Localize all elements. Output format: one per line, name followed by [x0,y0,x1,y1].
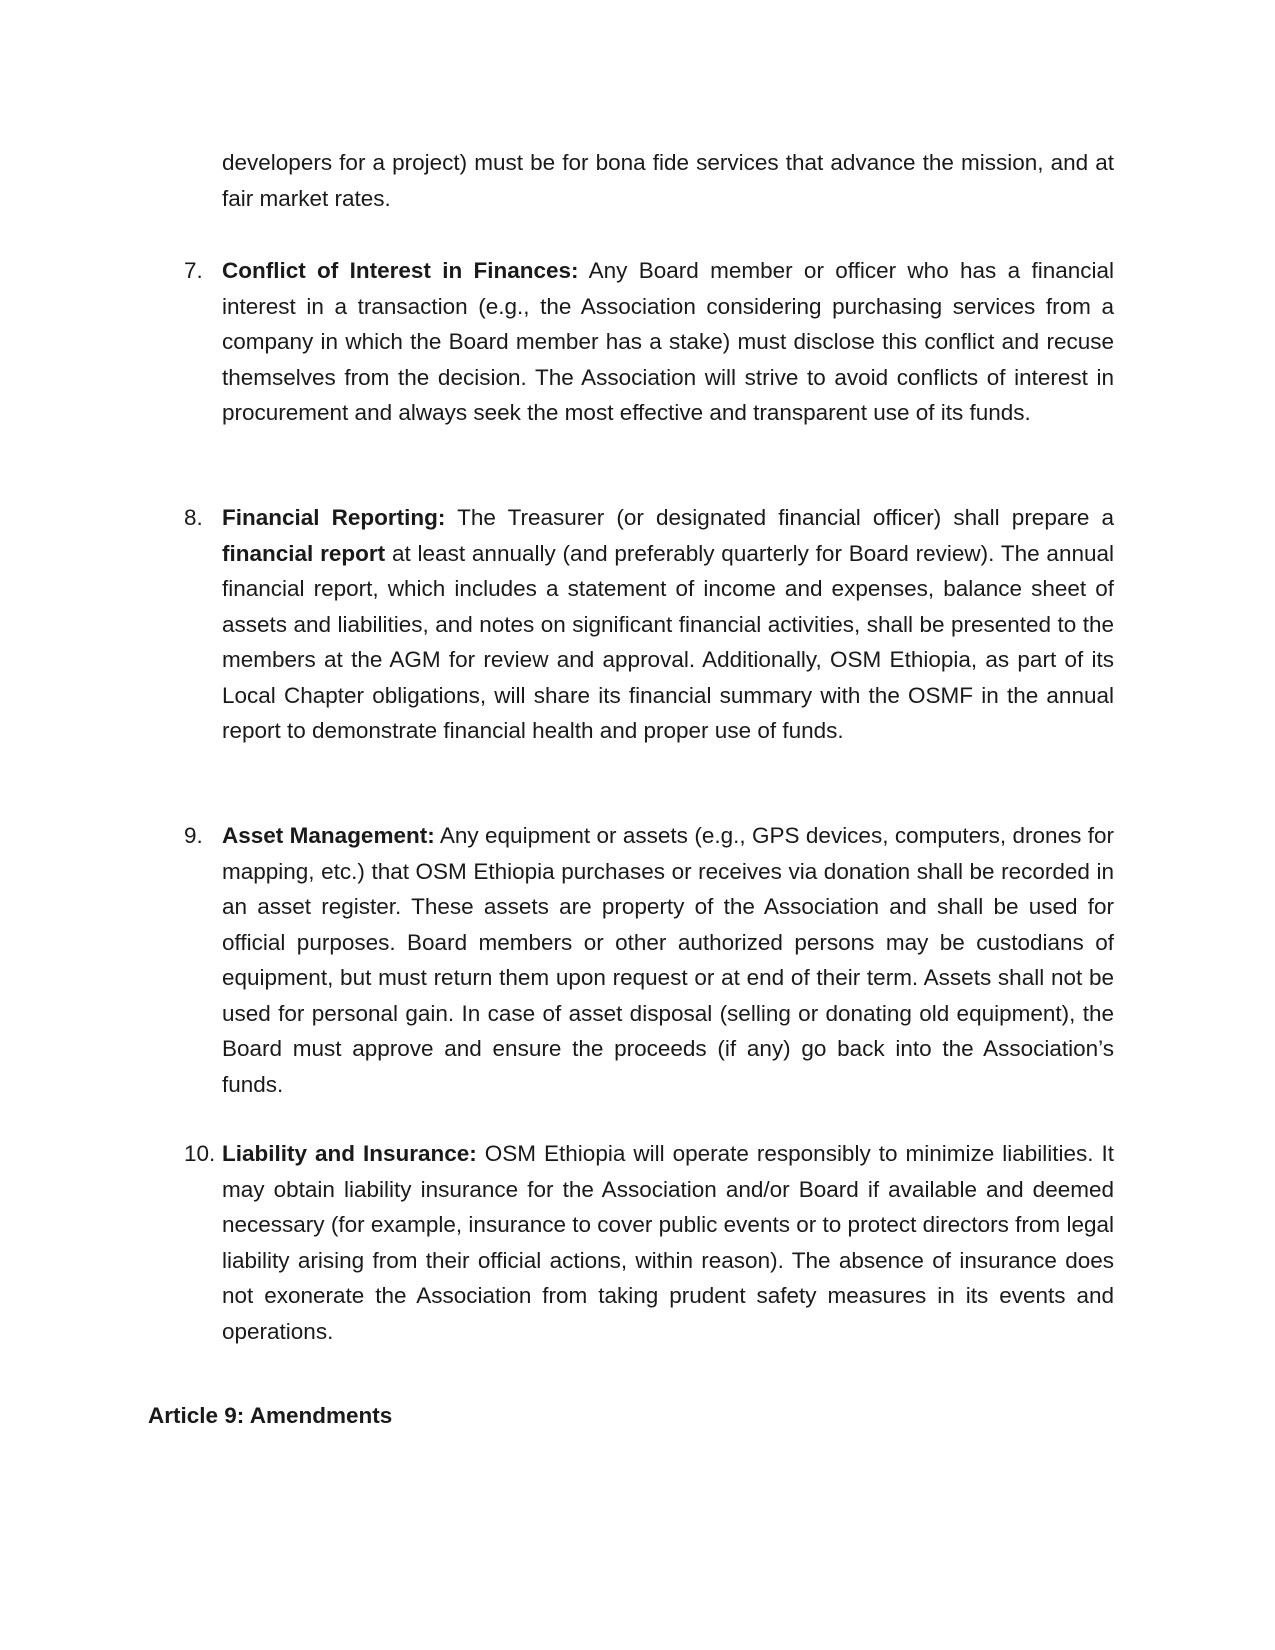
item-text-before: The Treasurer (or designated financial officer) shall prepare a [445,505,1114,530]
item-title: Conflict of Interest in Finances: [222,258,579,283]
item-text-after: at least annually (and preferably quarterly for Board review). The annual financial report, which includes a statement of income and expenses, balance sheet of assets and liabilities, and notes on significant financial activities, shall be presented to the members at the AGM for review and approval. Additionally, OSM Ethiopia, as part of its Local Chapter obligations, will share its financial summary with the OSMF in the annual report to demonstrate financial health and proper use of funds. [222,540,1114,743]
continuation-text: developers for a project) must be for bona fide services that advance the mission, and at fair market rates. [222,150,1114,211]
item-text: OSM Ethiopia will operate responsibly to minimize liabilities. It may obtain liability insurance for the Association and/or Board if available and deemed necessary (for example, insurance to cover public events or to protect directors from legal liability arising from their official actions, within reason). The absence of insurance does not exonerate the Association from taking prudent safety measures in its events and operations. [222,1141,1114,1344]
item-title: Asset Management: [222,823,435,848]
item-title: Liability and Insurance: [222,1141,477,1166]
section-heading: Article 9: Amendments [148,1403,393,1428]
item-number: 7. [184,258,203,283]
item-text: Any equipment or assets (e.g., GPS devices, computers, drones for mapping, etc.) that OSM Ethiopia purchases or receives via donation shall be recorded in an asset register. These assets are property of the Association and shall be used for official purposes. Board members or other authorized persons may be custodians of equipment, but must return them upon request or at end of their term. Assets shall not be used for personal gain. In case of asset disposal (selling or donating old equipment), the Board must approve and ensure the proceeds (if any) go back into the Association’s funds. [222,823,1114,1097]
item-body [222,818,1114,1102]
item-body [222,1136,1114,1349]
continuation-paragraph [222,145,1114,216]
list-item-10 [184,1136,1114,1349]
item-body [222,253,1114,431]
list-item-7 [184,253,1114,431]
item-number: 8. [184,505,203,530]
item-number: 9. [184,823,203,848]
item-bold-phrase: financial report [222,540,386,566]
list-item-9 [184,818,1114,1102]
item-text: Any Board member or officer who has a financial interest in a transaction (e.g., the Association considering purchasing services from a company in which the Board member has a stake) must disclose this conflict and recuse themselves from the decision. The Association will strive to avoid conflicts of interest in procurement and always seek the most effective and transparent use of its funds. [222,258,1115,425]
item-title: Financial Reporting: [222,505,446,530]
item-number: 10. [184,1141,216,1166]
list-item-8 [184,500,1114,749]
item-body [222,500,1114,749]
